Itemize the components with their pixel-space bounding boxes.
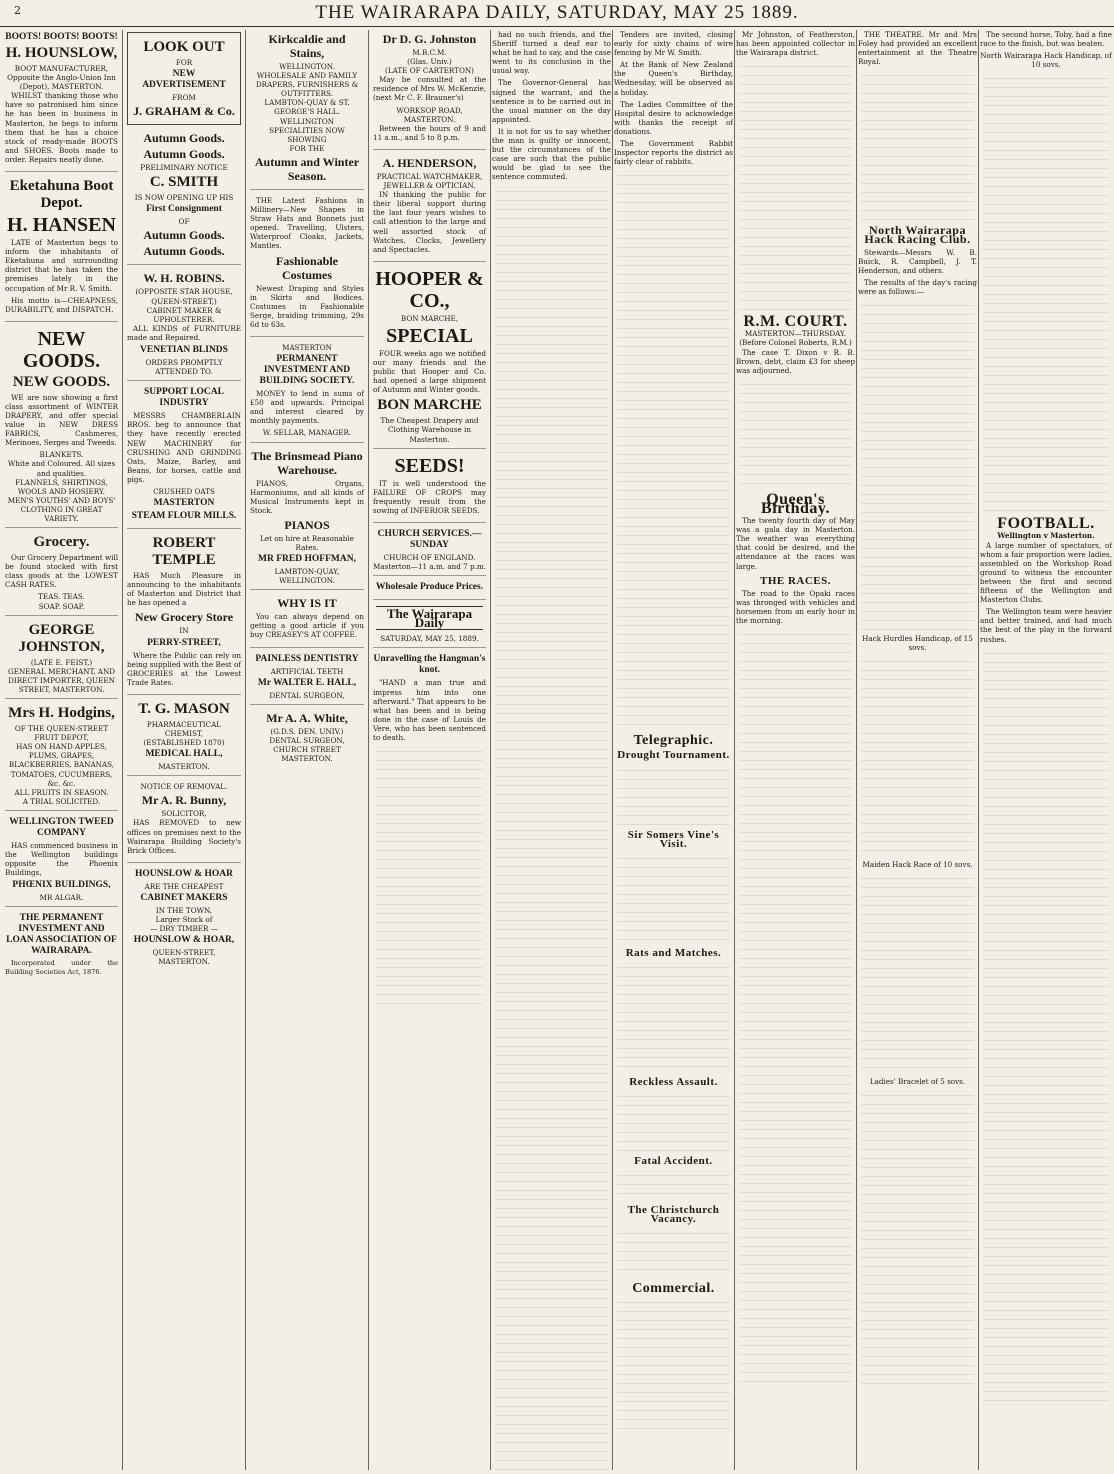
news-item: The twenty fourth day of May was a gala day in Masterton. The weather was everything that could be desired, and the attendance at the races was large. — [736, 516, 855, 571]
ad-name: GEORGE JOHNSTON, — [18, 621, 105, 655]
section-heading-telegraphic: Telegraphic. — [633, 733, 714, 749]
article-text-lines — [495, 186, 608, 1471]
race-title: North Wairarapa Hack Handicap, of 10 sovs. — [980, 51, 1112, 70]
ad-line: ARE THE CHEAPEST — [144, 881, 224, 891]
news-text-lines — [617, 962, 730, 1072]
column-rule — [122, 30, 123, 1470]
ad-hooper — [373, 268, 486, 449]
ad-subtitle: (OPPOSITE STAR HOUSE, QUEEN-STREET,) — [135, 287, 233, 306]
ad-hounslow-hoar — [127, 869, 241, 971]
ad-line: FOR — [175, 58, 193, 67]
ad-body: Where the Public can rely on being supplied with the Best of GROCERIES at the Lowest Trade Rates. — [127, 650, 241, 687]
ad-george-johnston — [5, 622, 118, 699]
ad-line: SOAP. SOAP. — [38, 601, 85, 611]
ad-line: CABINET MAKER & UPHOLSTERER. — [146, 305, 222, 324]
section-heading: THE RACES. — [759, 574, 832, 587]
ad-name: MR FRED HOFFMAN, — [258, 554, 356, 565]
ad-line: CABINET MAKERS — [140, 892, 228, 903]
ad-line: SPECIALITIES NOW SHOWING — [269, 125, 345, 144]
news-item: The Wellington team were heavier and better trained, and had much the best of the play in the forward rushes. — [980, 607, 1112, 644]
ad-heading: The Brinsmead Piano Warehouse. — [251, 448, 363, 477]
ad-body: HAS Much Pleasure in announcing to the inhabitants of Masterton and District that he has opened a — [127, 571, 241, 608]
news-text-lines — [617, 1228, 730, 1278]
news-text-lines — [617, 1170, 730, 1200]
ad-line: FROM — [172, 93, 196, 103]
section-heading-commercial: Commercial. — [632, 1281, 715, 1297]
ad-line: The Cheapest Drapery and Clothing Warehouse in Masterton. — [380, 416, 479, 444]
ad-line: PHŒNIX BUILDINGS, — [12, 880, 111, 891]
ad-name: ROBERT TEMPLE — [152, 535, 216, 569]
section-heading: Sir Somers Vine's Visit. — [627, 828, 720, 850]
section-heading: The Christchurch Vacancy. — [627, 1203, 720, 1226]
ad-body: ALL KINDS of FURNITURE made and Repaired. — [127, 323, 241, 342]
ad-mason-chemist — [127, 701, 241, 776]
ad-heading-2: NEW GOODS. — [12, 373, 111, 390]
ad-name: WELLINGTON TWEED COMPANY — [9, 816, 114, 838]
newspaper-logo: The Wairarapa Daily — [376, 606, 483, 630]
section-subheading: Wellington v Masterton. — [997, 531, 1095, 541]
ad-hansen — [5, 178, 118, 322]
ad-line: STEAM FLOUR MILLS. — [131, 511, 237, 522]
ad-line: LAMBTON-QUAY & ST. GEORGE'S HALL. — [264, 98, 350, 117]
leader-article — [373, 654, 486, 1014]
news-text-lines — [617, 1297, 730, 1437]
ad-heading: Grocery. — [33, 534, 90, 551]
ad-line: VENETIAN BLINDS — [140, 345, 228, 356]
ad-body: Our Grocery Department will be found stocked with first class goods at the LOWEST CASH RATES. — [5, 553, 118, 590]
column-rule — [978, 30, 979, 1470]
ad-autumn-goods — [127, 131, 241, 265]
ad-line: WELLINGTON. — [279, 62, 335, 71]
ad-line: MASTERTON — [153, 498, 215, 509]
masthead — [0, 0, 1114, 27]
news-text-lines — [861, 300, 974, 630]
ad-line: BON MARCHE — [377, 397, 482, 414]
ad-line: PHARMACEUTICAL CHEMIST, — [146, 719, 222, 738]
ad-building-society — [250, 343, 364, 443]
ad-line: IN — [179, 626, 189, 636]
article-body: The Governor-General has signed the warrant, and the sentence is to be carried out in the usual manner on the day appointed. — [492, 78, 611, 124]
ad-body: IT is well understood the FAILURE OF CROPS may frequently result from the sowing of INFERIOR SEEDS. — [373, 478, 486, 515]
ad-name: Mrs H. Hodgins, — [8, 705, 115, 722]
church-services — [373, 529, 486, 576]
ad-line: (LATE OF CARTERTON) — [385, 66, 474, 76]
news-text-lines — [617, 170, 730, 730]
ad-line: QUEEN-STREET, MASTERTON. — [152, 948, 216, 967]
ad-wellington-tweed — [5, 817, 118, 907]
ad-kirkcaldie-stains — [250, 32, 364, 190]
ad-hodgins — [5, 705, 118, 811]
ad-line: PERRY-STREET, — [147, 637, 221, 648]
ad-line: LOOK OUT — [143, 39, 225, 55]
ad-dr-johnston — [373, 32, 486, 150]
column-rule — [734, 30, 735, 1470]
ad-new-goods — [5, 328, 118, 528]
ad-line: A TRIAL SOLICITED. — [22, 796, 101, 806]
ad-line: IS NOW OPENING UP HIS — [134, 193, 234, 203]
ad-line: Autumn Goods. — [143, 244, 225, 259]
ad-subtitle: (LATE E. FEIST,) — [30, 657, 93, 667]
ad-line: New Grocery Store — [134, 610, 234, 625]
column-9 — [980, 30, 1112, 1470]
ad-body: HAS ON HAND APPLES, PLUMS, GRAPES, BLACKBERRIES, BANANAS, TOMATOES, CUCUMBERS, &c. &c. — [8, 742, 115, 788]
ad-heading: SEEDS! — [394, 454, 465, 477]
ad-heading: WHY IS IT — [277, 596, 337, 611]
ad-line: PIANOS — [284, 517, 330, 532]
ad-body: You can always depend on getting a good article if you buy CREASEY'S AT COFFEE. — [250, 612, 364, 640]
ad-line: M.B.C.M. — [412, 48, 447, 57]
ad-line: BON MARCHE, — [400, 313, 459, 323]
ad-line: (Glas. Univ.) — [407, 57, 452, 67]
ad-grocery — [5, 534, 118, 616]
article-text-lines — [376, 746, 483, 1006]
ad-line: LAMBTON-QUAY, — [274, 567, 340, 577]
article-heading: Unravelling the Hangman's knot. — [373, 654, 486, 676]
race-title: Hack Hurdles Handicap, of 15 sovs. — [862, 634, 973, 653]
text-line: Masterton—11 a.m. and 7 p.m. — [373, 562, 486, 572]
ad-name: C. SMITH — [149, 174, 219, 191]
ad-line: Larger Stock of — [155, 915, 213, 925]
ad-heading: SUPPORT LOCAL INDUSTRY — [144, 387, 224, 409]
ad-heading: PAINLESS DENTISTRY — [255, 653, 359, 664]
news-item: Mr Johnston, of Featherston, has been appointed collector in the Wairarapa district. — [736, 30, 855, 58]
news-item: A large number of spectators, of whom a fair proportion were ladies, assembled on the Workshop Road ground to witness the encounter between the first and second fifteens of the Wellington and Masterton Clubs. — [980, 540, 1112, 605]
section-heading: Drought Tournament. — [617, 749, 730, 762]
ad-line: TEAS. TEAS. — [38, 592, 85, 602]
ad-body: GENERAL MERCHANT, AND DIRECT IMPORTER, QUEEN STREET, MASTERTON. — [8, 666, 115, 694]
column-5 — [492, 30, 611, 1470]
page-number: 2 — [14, 4, 21, 17]
column-1 — [2, 30, 121, 1470]
news-item: The Ladies Committee of the Hospital desire to acknowledge with thanks the receipt of donations. — [614, 99, 733, 136]
ad-body: May be consulted at the residence of Mrs W. McKenzie, (next Mr C. F. Brauner's) — [373, 75, 486, 103]
ad-name: Kirkcaldie and Stains, — [268, 32, 346, 60]
ad-line: SOLICITOR, — [161, 809, 207, 819]
ad-line: WHOLESALE AND FAMILY DRAPERS, FURNISHERS & OUTFITTERS. — [255, 71, 359, 99]
section-subheading: MASTERTON—THURSDAY. — [744, 329, 847, 339]
ad-line: SPECIAL — [386, 324, 473, 347]
column-rule — [245, 30, 246, 1470]
ad-body: MONEY to lend in sums of £50 and upwards. Principal and interest cleared by monthly payments. — [250, 389, 364, 426]
section-heading-rm-court: R.M. COURT. — [743, 313, 848, 331]
ad-hours: Between the hours of 9 and 11 a.m., and 5 to 8 p.m. — [373, 123, 486, 142]
text-line: CHURCH OF ENGLAND. — [383, 553, 476, 562]
ad-heading: NEW GOODS. — [22, 327, 101, 372]
news-text-lines — [739, 379, 852, 489]
news-item: The case T. Dixon v R. B. Brown, debt, claim £3 for sheep was adjourned. — [736, 347, 855, 375]
section-heading: CHURCH SERVICES.—SUNDAY — [377, 529, 482, 550]
ad-line: DENTAL SURGEON, — [269, 690, 345, 700]
ad-line: IN THE TOWN, — [155, 905, 213, 915]
ad-why-is-it — [250, 596, 364, 647]
ad-costumes — [250, 196, 364, 337]
ad-line: MEDICAL HALL, — [145, 749, 223, 760]
news-text-lines — [861, 70, 974, 220]
ad-permanent-investment — [5, 913, 118, 983]
ad-robins — [127, 271, 241, 381]
section-heading: Rats and Matches. — [625, 946, 722, 959]
ad-line: ARTIFICIAL TEETH — [270, 666, 344, 676]
ad-name: A. HENDERSON, — [382, 155, 477, 170]
ad-address: Opposite the Anglo-Union Inn (Depot), MASTERTON. — [7, 73, 116, 92]
article-body: "HAND a man true and impress him into one afterward." That appears to be what has been and is being done in the case of Louis de Vere, who has been sentenced to death. — [373, 678, 486, 743]
ad-heading: THE PERMANENT INVESTMENT AND LOAN ASSOCIATION OF WAIRARAPA. — [6, 913, 117, 957]
ad-line: (G.D.S. DEN. UNIV.) — [270, 726, 344, 736]
issue-date: SATURDAY, MAY 25, 1889. — [380, 634, 479, 644]
ad-line: MASTERTON. — [158, 762, 210, 772]
ad-line: DENTAL SURGEON, — [269, 735, 345, 745]
news-text-lines — [617, 853, 730, 943]
news-item: Stewards—Messrs W. B. Buick, R. Campbell, J. T. Henderson, and others. — [858, 247, 977, 275]
ad-body: HAS REMOVED to new offices on premises next to the Wairarapa Building Society's Brick Offices. — [127, 818, 241, 855]
ad-body: Newest Draping and Styles in Skirts and Bodices. Costumes in Fashionable Serge, braiding trimming, 29s 6d to 63s. — [250, 283, 364, 329]
ad-line: ORDERS PROMPTLY ATTENDED TO. — [145, 358, 223, 377]
ad-line: WORKSOP ROAD, MASTERTON. — [396, 105, 463, 124]
race-title: Maiden Hack Race of 10 sovs. — [862, 860, 973, 870]
ad-white-dentist — [250, 711, 364, 767]
ad-line: NEW ADVERTISEMENT — [142, 69, 226, 91]
news-text-lines — [861, 873, 974, 1073]
article-body: had no such friends, and the Sheriff turned a deaf ear to what he had to say, and the case went to its conclusion in the usual way. — [492, 30, 611, 76]
news-item: The results of the day's racing were as follows:— — [858, 277, 977, 296]
ad-body: LATE of Masterton begs to inform the inhabitants of Eketahuna and surrounding district that he has taken the premises lately in the occupation of Mr R. V. Smith. — [5, 238, 118, 293]
ad-signature: W. SELLAR, MANAGER. — [262, 428, 352, 438]
ad-line: MEN'S YOUTHS' AND BOYS' CLOTHING IN GREAT VARIETY. — [7, 495, 116, 523]
ad-hounslow-boots — [5, 32, 118, 172]
ad-subtitle: PRACTICAL WATCHMAKER, JEWELLER & OPTICIAN. — [376, 171, 483, 191]
ad-line: FLANNELS, SHIRTINGS, WOOLS AND HOSIERY. — [15, 477, 108, 496]
ad-motto: His motto is—CHEAPNESS, DURABILITY, and DISPATCH. — [5, 295, 118, 314]
ad-body: HAS commenced business in the Wellington buildings opposite the Phoenix Buildings, — [5, 840, 118, 878]
article-body: It is not for us to say whether the man is guilty or innocent, but the circumstances of the case are such that the public would be glad to see the sentence commuted. — [492, 126, 611, 182]
column-rule — [490, 30, 491, 1470]
ad-line: Let on hire at Reasonable Rates. — [260, 533, 354, 552]
ad-line: Autumn Goods. — [143, 131, 225, 146]
news-text-lines — [739, 629, 852, 1389]
ad-henderson — [373, 156, 486, 262]
column-3 — [247, 30, 367, 1470]
race-title: Ladies' Bracelet of 5 sovs. — [869, 1077, 966, 1087]
section-heading-football: FOOTBALL. — [997, 515, 1095, 533]
ad-name: H. HOUNSLOW, — [5, 45, 118, 61]
news-item: The road to the Opaki races was thronged with vehicles and horsemen from an early hour in the morning. — [736, 588, 855, 625]
ad-line: WELLINGTON. — [279, 576, 335, 586]
ad-line: CRUSHED OATS — [153, 486, 215, 496]
section-heading: Wholesale Produce Prices. — [375, 582, 484, 593]
column-2 — [124, 30, 244, 1470]
ad-line: — DRY TIMBER — — [150, 924, 218, 934]
column-8 — [858, 30, 977, 1470]
ad-body: WHILST thanking those who have so patronised him since he has been in business in Masterton, he begs to inform them that he has a choice stock of ready-made BOOTS and SHOES. Boots made to order. Repairs neatly done. — [5, 91, 118, 164]
news-text-lines — [617, 1091, 730, 1151]
column-rule — [856, 30, 857, 1470]
news-text-lines — [617, 765, 730, 825]
section-heading-queens-birthday: Queen's Birthday. — [761, 490, 830, 517]
ad-body: FOUR weeks ago we notified our many friends and the public that Hooper and Co. had opened a large shipment of Autumn and Winter goods. — [373, 348, 486, 395]
ad-robert-temple — [127, 535, 241, 695]
column-6 — [614, 30, 733, 1470]
ad-line: Autumn Goods. — [143, 147, 225, 162]
ad-heading: PERMANENT INVESTMENT AND BUILDING SOCIETY. — [259, 354, 355, 387]
ad-line: OF — [178, 217, 190, 227]
column-rule — [612, 30, 613, 1470]
ad-line: PRELIMINARY NOTICE — [140, 163, 228, 173]
ad-name: HOUNSLOW & HOAR — [134, 868, 233, 879]
column-4 — [370, 30, 489, 1470]
column-7 — [736, 30, 855, 1470]
ad-body: PIANOS, Organs, Harmoniums, and all kinds of Musical Instruments kept in Stock. — [250, 478, 364, 515]
ad-name: Dr D. G. Johnston — [382, 32, 477, 46]
ad-heading: BOOTS! BOOTS! BOOTS! — [5, 32, 118, 42]
ad-name: Mr A. A. White, — [266, 710, 348, 725]
ad-line: NOTICE OF REMOVAL. — [140, 782, 228, 792]
ad-name: W. H. ROBINS. — [143, 271, 225, 286]
ad-line: FOR THE — [289, 143, 325, 153]
ad-line: Autumn and Winter Season. — [254, 154, 360, 183]
ad-line: CHURCH STREET MASTERTON. — [273, 744, 341, 764]
ad-heading: Fashionable Costumes — [275, 253, 338, 282]
produce-prices — [373, 582, 486, 600]
ad-body: Incorporated under the Building Societies Act, 1876. — [5, 959, 118, 976]
section-heading-hack-racing: North Wairarapa Hack Racing Club. — [864, 223, 971, 247]
ad-body: THE Latest Fashions in Millinery—New Shapes in Straw Hats and Bonnets just opened. Travelling, Ulsters, Waterproof Cloaks, Jackets, Mantles. — [250, 195, 364, 251]
news-text-lines — [861, 1090, 974, 1390]
ad-line: White and Coloured. All sizes and qualities. — [7, 459, 116, 478]
news-item: Tenders are invited, closing early for sixty chains of wire fencing by Mr W. Smith. — [614, 30, 733, 58]
ad-line: Autumn Goods. — [143, 228, 225, 243]
ad-brinsmead — [250, 449, 364, 591]
ad-look-out — [127, 32, 241, 125]
ad-line: (ESTABLISHED 1870) — [143, 738, 225, 748]
news-item: At the Bank of New Zealand the Queen's Birthday, Wednesday, will be observed as a holiday. — [614, 60, 733, 97]
news-item: The second horse, Toby, had a fine race to the finish, but was beaten. — [980, 30, 1112, 49]
ad-line: HOUNSLOW & HOAR, — [133, 935, 235, 946]
masthead-title: THE WAIRARAPA DAILY, SATURDAY, MAY 25 1889. — [315, 2, 799, 23]
ad-line: BLANKETS. — [39, 450, 84, 460]
ad-name: H. HANSEN — [7, 214, 116, 237]
ad-body: MESSRS CHAMBERLAIN BROS. beg to announce that they have recently erected NEW MACHINERY for CRUSHING AND GRINDING Oats, Maize, Barley, and Beans, for horses, cattle and pigs. — [127, 411, 241, 484]
ad-name: HOOPER & CO., — [375, 267, 484, 312]
ad-body: IN thanking the public for their liberal support during the last four years wishes to call attention to the large and well assorted stock of Watches, Clocks, Jewellery and Spectacles. — [373, 190, 486, 254]
ad-name: T. G. MASON — [138, 700, 230, 717]
ad-bunny-solicitor — [127, 782, 241, 863]
ad-painless-dentistry — [250, 654, 364, 705]
ad-line: First Consignment — [146, 204, 222, 215]
ad-line: ALL FRUITS IN SEASON. — [14, 787, 109, 797]
ad-name: J. GRAHAM & Co. — [133, 104, 235, 119]
ad-subtitle: BOOT MANUFACTURER, — [14, 64, 109, 73]
ad-seeds — [373, 455, 486, 523]
ad-body: WE are now showing a first class assortment of WINTER DRAPERY, and offer special value in NEW DRESS FABRICS, Cashmeres, Merinoes, Serges and Tweeds. — [5, 392, 118, 448]
newspaper-flag — [373, 606, 486, 648]
section-subheading: (Before Colonel Roberts, R.M.) — [739, 338, 852, 348]
news-item: The Government Rabbit Inspector reports the district as fairly clear of rabbits. — [614, 139, 733, 167]
ad-support-local-industry — [127, 387, 241, 529]
ad-name: Mr WALTER E. HALL, — [257, 677, 357, 688]
ad-agent: MR ALGAR. — [39, 893, 84, 903]
ad-line: MASTERTON — [282, 342, 332, 352]
news-text-lines — [739, 61, 852, 311]
news-text-lines — [861, 656, 974, 856]
ad-heading: Eketahuna Boot Depot. — [9, 178, 114, 212]
column-rule — [368, 30, 369, 1470]
section-heading: Reckless Assault. — [629, 1075, 718, 1088]
ad-subtitle: OF THE QUEEN-STREET FRUIT DEPOT, — [14, 724, 109, 743]
section-heading: Fatal Accident. — [634, 1154, 713, 1167]
ad-line: WELLINGTON — [279, 116, 335, 126]
news-item: THE THEATRE. Mr and Mrs Foley had provided an excellent entertainment at the Theatre Royal. — [858, 30, 977, 67]
news-text-lines — [983, 73, 1109, 513]
ad-name: Mr A. R. Bunny, — [141, 793, 227, 808]
news-text-lines — [983, 648, 1109, 1408]
